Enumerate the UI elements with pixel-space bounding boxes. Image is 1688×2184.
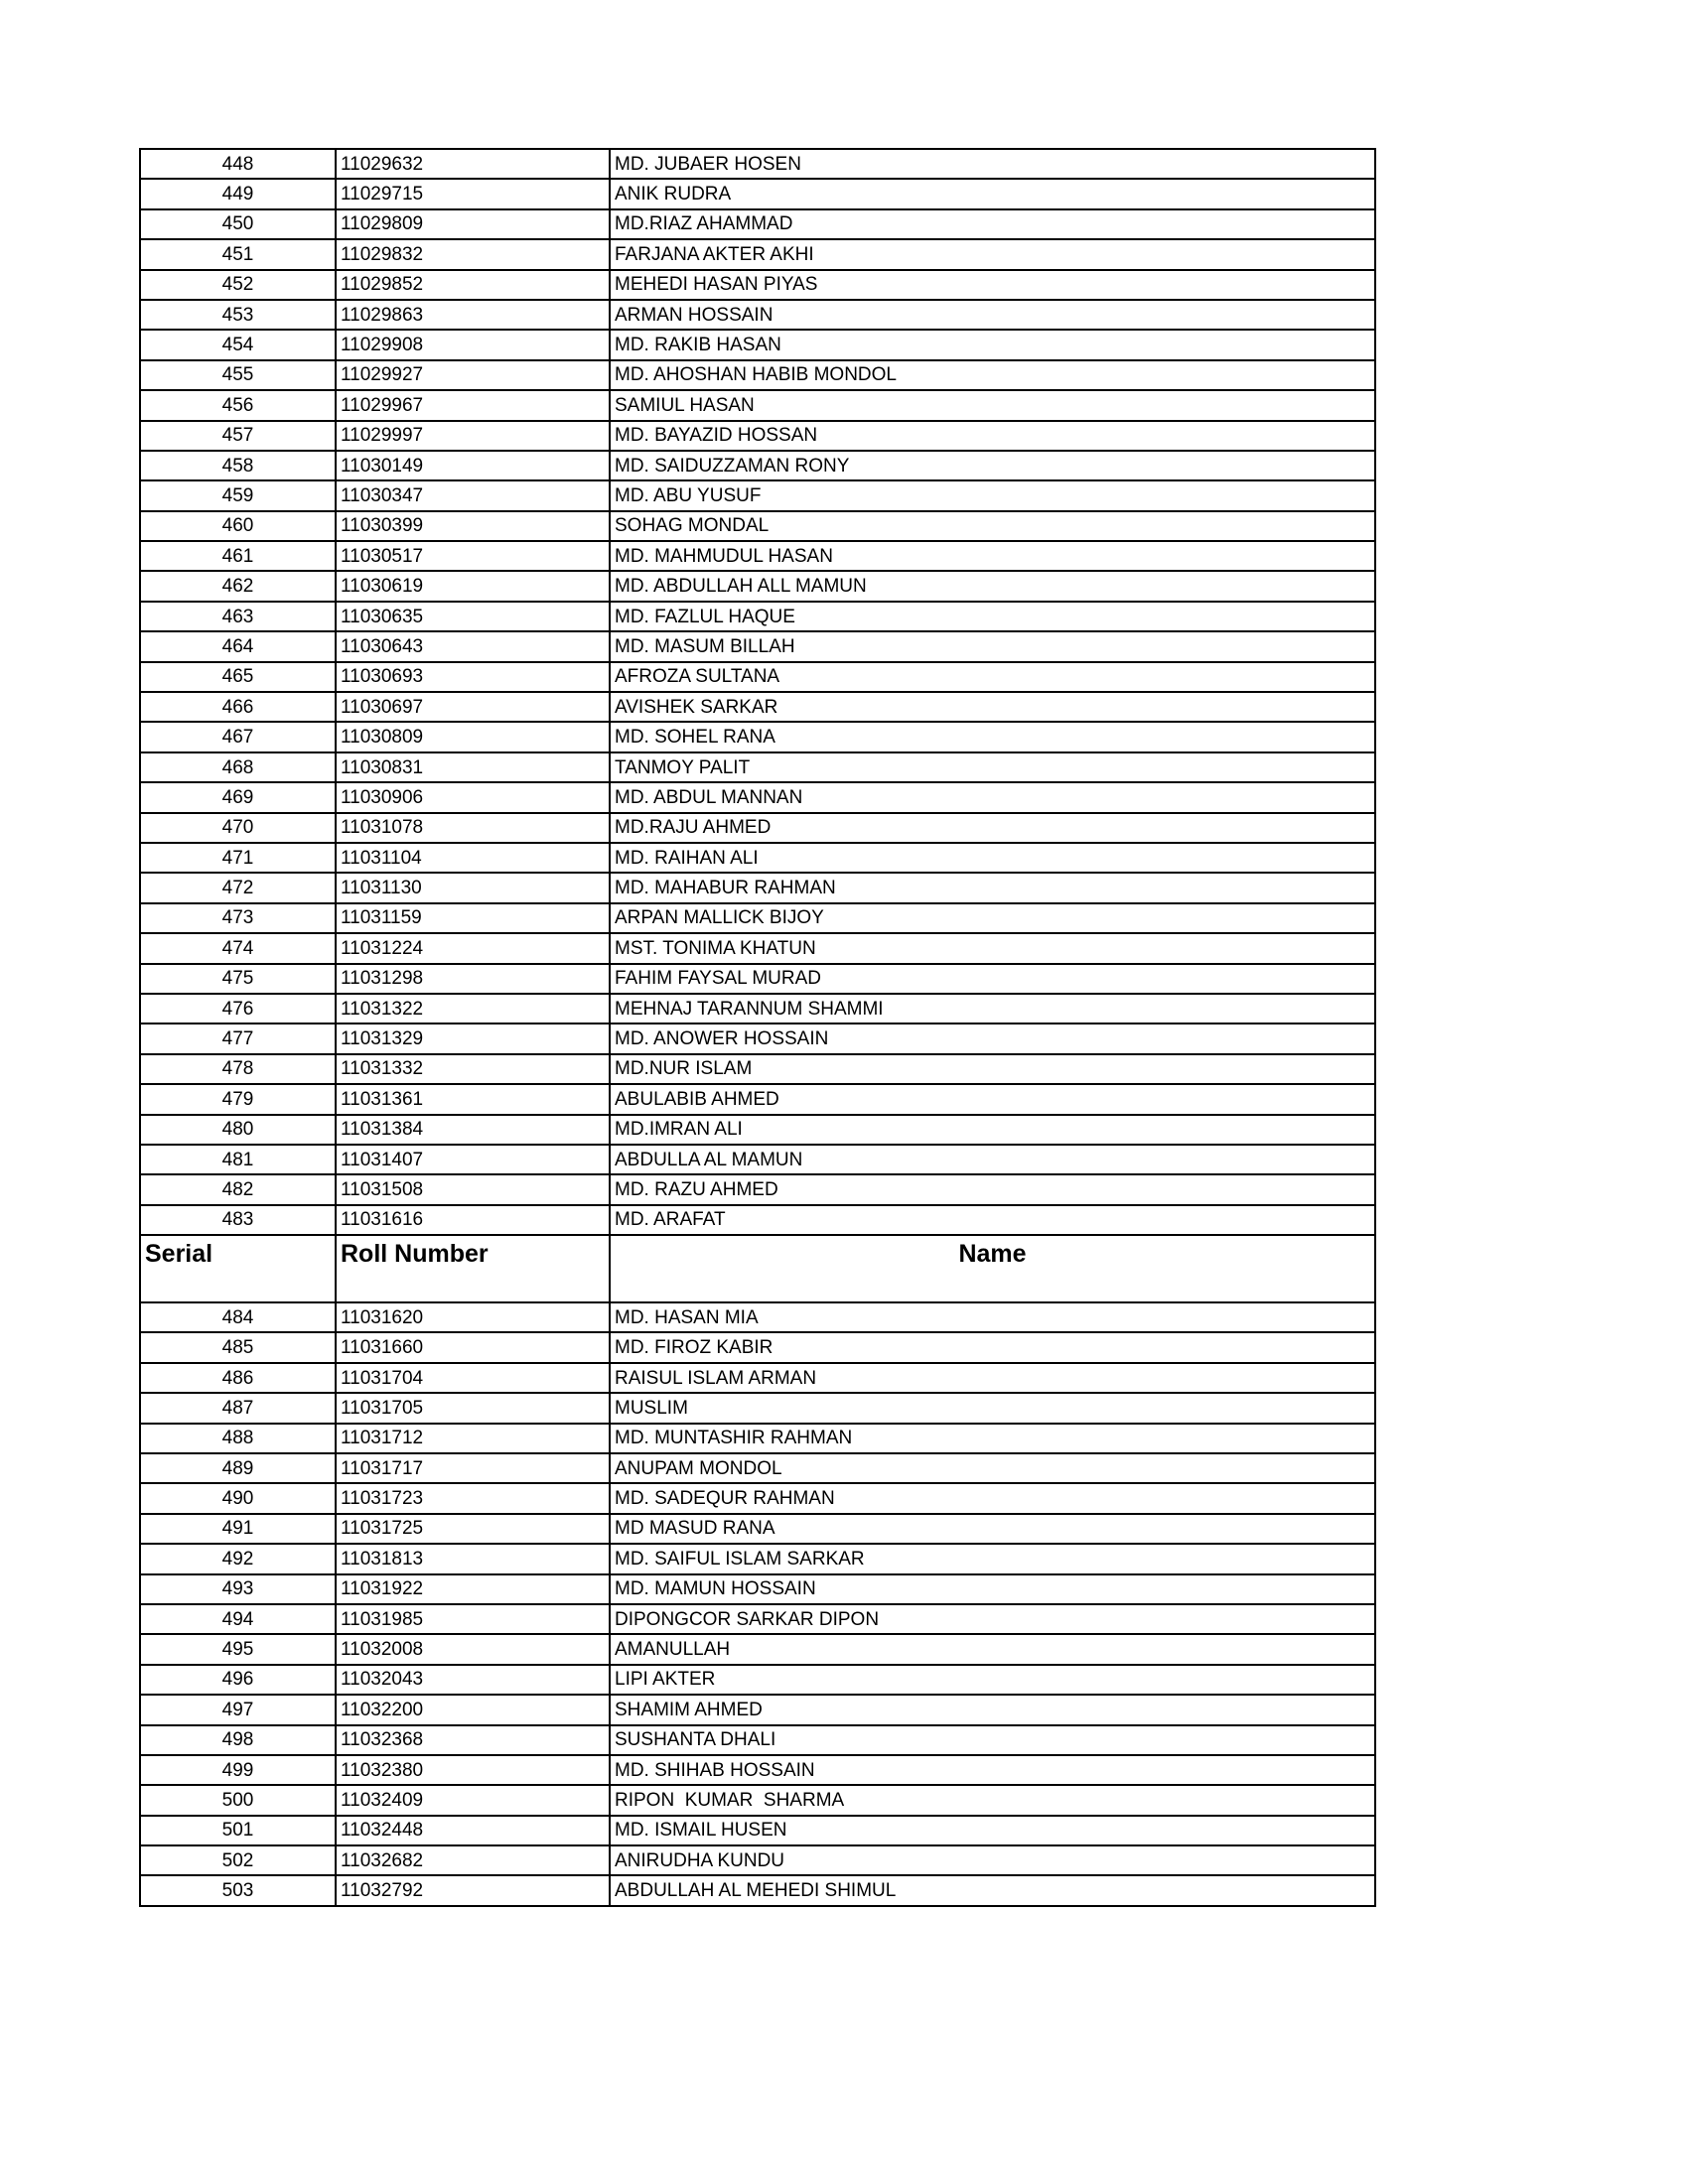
name-cell: DIPONGCOR SARKAR DIPON [610, 1604, 1375, 1634]
roll-number-cell: 11029715 [336, 179, 610, 208]
table-row [140, 873, 1375, 902]
serial-cell: 457 [140, 421, 336, 451]
roll-number-cell: 11031322 [336, 994, 610, 1024]
roll-number-cell: 11030831 [336, 752, 610, 782]
roll-number-cell: 11029809 [336, 209, 610, 239]
table-row [140, 1302, 1375, 1332]
serial-cell: 503 [140, 1875, 336, 1905]
serial-cell: 458 [140, 451, 336, 480]
serial-cell: 464 [140, 631, 336, 661]
name-cell: MD. MAHABUR RAHMAN [610, 873, 1375, 902]
roll-number-cell: 11030149 [336, 451, 610, 480]
name-cell: LIPI AKTER [610, 1665, 1375, 1695]
roll-number-cell: 11030643 [336, 631, 610, 661]
serial-cell: 459 [140, 480, 336, 510]
name-cell: FARJANA AKTER AKHI [610, 239, 1375, 269]
table-row [140, 1145, 1375, 1174]
serial-cell: 496 [140, 1665, 336, 1695]
name-header: Name [610, 1235, 1375, 1302]
serial-cell: 468 [140, 752, 336, 782]
roll-number-cell: 11031660 [336, 1332, 610, 1362]
name-cell: MD. MUNTASHIR RAHMAN [610, 1424, 1375, 1453]
table-row [140, 1514, 1375, 1544]
roll-number-cell: 11030399 [336, 511, 610, 541]
name-cell: ABDULLAH AL MEHEDI SHIMUL [610, 1875, 1375, 1905]
roll-number-cell: 11029832 [336, 239, 610, 269]
name-cell: SUSHANTA DHALI [610, 1725, 1375, 1755]
serial-cell: 465 [140, 662, 336, 692]
name-cell: MD MASUD RANA [610, 1514, 1375, 1544]
serial-cell: 470 [140, 813, 336, 843]
table-row [140, 1024, 1375, 1053]
serial-cell: 455 [140, 360, 336, 390]
serial-cell: 451 [140, 239, 336, 269]
serial-cell: 463 [140, 602, 336, 631]
name-cell: MD. MASUM BILLAH [610, 631, 1375, 661]
name-cell: MEHEDI HASAN PIYAS [610, 270, 1375, 300]
serial-header: Serial [140, 1235, 336, 1302]
roll-number-cell: 11031384 [336, 1115, 610, 1145]
column-header-row [140, 1235, 1375, 1302]
serial-cell: 452 [140, 270, 336, 300]
roll-number-cell: 11032200 [336, 1695, 610, 1724]
name-cell: MD. SOHEL RANA [610, 722, 1375, 751]
serial-cell: 460 [140, 511, 336, 541]
table-row [140, 149, 1375, 179]
name-cell: MD. MAMUN HOSSAIN [610, 1574, 1375, 1604]
serial-cell: 490 [140, 1483, 336, 1513]
name-cell: TANMOY PALIT [610, 752, 1375, 782]
roll-number-cell: 11029927 [336, 360, 610, 390]
roll-number-cell: 11032448 [336, 1816, 610, 1845]
serial-cell: 487 [140, 1393, 336, 1423]
roll-number-cell: 11031361 [336, 1084, 610, 1114]
name-cell: AMANULLAH [610, 1634, 1375, 1664]
name-cell: MD. MAHMUDUL HASAN [610, 541, 1375, 571]
roll-number-cell: 11030693 [336, 662, 610, 692]
name-cell: MD.IMRAN ALI [610, 1115, 1375, 1145]
roll-number-cell: 11031616 [336, 1205, 610, 1235]
roll-number-cell: 11031725 [336, 1514, 610, 1544]
table-row [140, 752, 1375, 782]
roll-number-cell: 11030697 [336, 692, 610, 722]
table-row [140, 631, 1375, 661]
serial-cell: 462 [140, 571, 336, 601]
table-row [140, 209, 1375, 239]
table-row [140, 360, 1375, 390]
serial-cell: 492 [140, 1544, 336, 1573]
name-cell: MD.RIAZ AHAMMAD [610, 209, 1375, 239]
roll-number-cell: 11031985 [336, 1604, 610, 1634]
name-cell: ANUPAM MONDOL [610, 1453, 1375, 1483]
serial-cell: 478 [140, 1054, 336, 1084]
serial-cell: 474 [140, 933, 336, 963]
serial-cell: 484 [140, 1302, 336, 1332]
roll-number-cell: 11032792 [336, 1875, 610, 1905]
name-cell: ANIK RUDRA [610, 179, 1375, 208]
table-row [140, 390, 1375, 420]
serial-cell: 448 [140, 149, 336, 179]
table-row [140, 1845, 1375, 1875]
serial-cell: 488 [140, 1424, 336, 1453]
name-cell: MD. ANOWER HOSSAIN [610, 1024, 1375, 1053]
roll-number-cell: 11031332 [336, 1054, 610, 1084]
name-cell: ARMAN HOSSAIN [610, 300, 1375, 330]
serial-cell: 466 [140, 692, 336, 722]
roll-number-cell: 11031922 [336, 1574, 610, 1604]
table-row [140, 1725, 1375, 1755]
serial-cell: 483 [140, 1205, 336, 1235]
roster-body [140, 149, 1375, 1906]
table-row [140, 1115, 1375, 1145]
roll-number-header: Roll Number [336, 1235, 610, 1302]
roll-number-cell: 11031620 [336, 1302, 610, 1332]
roll-number-cell: 11030619 [336, 571, 610, 601]
name-cell: MD.RAJU AHMED [610, 813, 1375, 843]
roll-number-cell: 11031130 [336, 873, 610, 902]
table-row [140, 964, 1375, 994]
table-row [140, 843, 1375, 873]
table-row [140, 602, 1375, 631]
table-row [140, 1174, 1375, 1204]
table-row [140, 421, 1375, 451]
name-cell: MD. ARAFAT [610, 1205, 1375, 1235]
serial-cell: 498 [140, 1725, 336, 1755]
name-cell: MD. SADEQUR RAHMAN [610, 1483, 1375, 1513]
serial-cell: 453 [140, 300, 336, 330]
table-row [140, 300, 1375, 330]
table-row [140, 1453, 1375, 1483]
serial-cell: 486 [140, 1363, 336, 1393]
roll-number-cell: 11032368 [336, 1725, 610, 1755]
name-cell: MD. SAIFUL ISLAM SARKAR [610, 1544, 1375, 1573]
roll-number-cell: 11031329 [336, 1024, 610, 1053]
name-cell: MD. RAKIB HASAN [610, 330, 1375, 359]
name-cell: MD. ABU YUSUF [610, 480, 1375, 510]
name-cell: RAISUL ISLAM ARMAN [610, 1363, 1375, 1393]
serial-cell: 495 [140, 1634, 336, 1664]
roll-number-cell: 11031224 [336, 933, 610, 963]
name-cell: ARPAN MALLICK BIJOY [610, 903, 1375, 933]
table-row [140, 330, 1375, 359]
table-row [140, 1054, 1375, 1084]
serial-cell: 485 [140, 1332, 336, 1362]
name-cell: SOHAG MONDAL [610, 511, 1375, 541]
serial-cell: 461 [140, 541, 336, 571]
table-row [140, 1816, 1375, 1845]
table-row [140, 239, 1375, 269]
roll-number-cell: 11029852 [336, 270, 610, 300]
serial-cell: 454 [140, 330, 336, 359]
table-row [140, 1695, 1375, 1724]
table-row [140, 994, 1375, 1024]
roll-number-cell: 11031104 [336, 843, 610, 873]
roll-number-cell: 11030809 [336, 722, 610, 751]
name-cell: AFROZA SULTANA [610, 662, 1375, 692]
roll-number-cell: 11032380 [336, 1755, 610, 1785]
table-row [140, 1875, 1375, 1905]
roster-table [139, 148, 1376, 1907]
roll-number-cell: 11029908 [336, 330, 610, 359]
roll-number-cell: 11031723 [336, 1483, 610, 1513]
roll-number-cell: 11032682 [336, 1845, 610, 1875]
name-cell: MD. HASAN MIA [610, 1302, 1375, 1332]
serial-cell: 502 [140, 1845, 336, 1875]
serial-cell: 449 [140, 179, 336, 208]
table-row [140, 1424, 1375, 1453]
roll-number-cell: 11031704 [336, 1363, 610, 1393]
table-row [140, 933, 1375, 963]
roll-number-cell: 11030347 [336, 480, 610, 510]
serial-cell: 477 [140, 1024, 336, 1053]
serial-cell: 472 [140, 873, 336, 902]
table-row [140, 1604, 1375, 1634]
table-row [140, 1634, 1375, 1664]
serial-cell: 500 [140, 1785, 336, 1815]
table-row [140, 451, 1375, 480]
name-cell: FAHIM FAYSAL MURAD [610, 964, 1375, 994]
roll-number-cell: 11032043 [336, 1665, 610, 1695]
table-row [140, 1785, 1375, 1815]
table-row [140, 662, 1375, 692]
serial-cell: 479 [140, 1084, 336, 1114]
name-cell: MD. ABDUL MANNAN [610, 782, 1375, 812]
serial-cell: 491 [140, 1514, 336, 1544]
name-cell: MD. ABDULLAH ALL MAMUN [610, 571, 1375, 601]
serial-cell: 499 [140, 1755, 336, 1785]
roll-number-cell: 11029863 [336, 300, 610, 330]
serial-cell: 469 [140, 782, 336, 812]
name-cell: ANIRUDHA KUNDU [610, 1845, 1375, 1875]
table-row [140, 179, 1375, 208]
roll-number-cell: 11031705 [336, 1393, 610, 1423]
roll-number-cell: 11029632 [336, 149, 610, 179]
table-row [140, 1574, 1375, 1604]
roll-number-cell: 11030517 [336, 541, 610, 571]
roll-number-cell: 11032409 [336, 1785, 610, 1815]
serial-cell: 481 [140, 1145, 336, 1174]
name-cell: SHAMIM AHMED [610, 1695, 1375, 1724]
serial-cell: 476 [140, 994, 336, 1024]
table-row [140, 692, 1375, 722]
table-row [140, 903, 1375, 933]
name-cell: MD. SHIHAB HOSSAIN [610, 1755, 1375, 1785]
roll-number-cell: 11032008 [336, 1634, 610, 1664]
table-row [140, 813, 1375, 843]
name-cell: MD. RAZU AHMED [610, 1174, 1375, 1204]
roll-number-cell: 11031298 [336, 964, 610, 994]
table-row [140, 722, 1375, 751]
table-row [140, 270, 1375, 300]
serial-cell: 482 [140, 1174, 336, 1204]
serial-cell: 475 [140, 964, 336, 994]
name-cell: ABULABIB AHMED [610, 1084, 1375, 1114]
name-cell: MEHNAJ TARANNUM SHAMMI [610, 994, 1375, 1024]
name-cell: MD. AHOSHAN HABIB MONDOL [610, 360, 1375, 390]
name-cell: MST. TONIMA KHATUN [610, 933, 1375, 963]
serial-cell: 489 [140, 1453, 336, 1483]
table-row [140, 782, 1375, 812]
roll-number-cell: 11030635 [336, 602, 610, 631]
table-row [140, 1544, 1375, 1573]
name-cell: SAMIUL HASAN [610, 390, 1375, 420]
serial-cell: 456 [140, 390, 336, 420]
roll-number-cell: 11031508 [336, 1174, 610, 1204]
serial-cell: 493 [140, 1574, 336, 1604]
name-cell: MUSLIM [610, 1393, 1375, 1423]
serial-cell: 473 [140, 903, 336, 933]
table-row [140, 1393, 1375, 1423]
name-cell: MD.NUR ISLAM [610, 1054, 1375, 1084]
serial-cell: 450 [140, 209, 336, 239]
serial-cell: 497 [140, 1695, 336, 1724]
table-row [140, 1084, 1375, 1114]
table-row [140, 571, 1375, 601]
name-cell: MD. RAIHAN ALI [610, 843, 1375, 873]
table-row [140, 1665, 1375, 1695]
roll-number-cell: 11031813 [336, 1544, 610, 1573]
serial-cell: 467 [140, 722, 336, 751]
name-cell: AVISHEK SARKAR [610, 692, 1375, 722]
name-cell: MD. FIROZ KABIR [610, 1332, 1375, 1362]
name-cell: MD. FAZLUL HAQUE [610, 602, 1375, 631]
serial-cell: 501 [140, 1816, 336, 1845]
table-row [140, 1483, 1375, 1513]
name-cell: MD. ISMAIL HUSEN [610, 1816, 1375, 1845]
roll-number-cell: 11030906 [336, 782, 610, 812]
name-cell: MD. BAYAZID HOSSAN [610, 421, 1375, 451]
table-row [140, 541, 1375, 571]
roll-number-cell: 11031712 [336, 1424, 610, 1453]
roll-number-cell: 11031159 [336, 903, 610, 933]
name-cell: RIPON KUMAR SHARMA [610, 1785, 1375, 1815]
table-row [140, 1363, 1375, 1393]
serial-cell: 471 [140, 843, 336, 873]
roll-number-cell: 11029997 [336, 421, 610, 451]
table-row [140, 1755, 1375, 1785]
name-cell: ABDULLA AL MAMUN [610, 1145, 1375, 1174]
roll-number-cell: 11031717 [336, 1453, 610, 1483]
table-row [140, 480, 1375, 510]
roll-number-cell: 11031407 [336, 1145, 610, 1174]
table-row [140, 1205, 1375, 1235]
name-cell: MD. SAIDUZZAMAN RONY [610, 451, 1375, 480]
table-row [140, 1332, 1375, 1362]
serial-cell: 480 [140, 1115, 336, 1145]
name-cell: MD. JUBAER HOSEN [610, 149, 1375, 179]
serial-cell: 494 [140, 1604, 336, 1634]
roll-number-cell: 11031078 [336, 813, 610, 843]
table-row [140, 511, 1375, 541]
roll-number-cell: 11029967 [336, 390, 610, 420]
